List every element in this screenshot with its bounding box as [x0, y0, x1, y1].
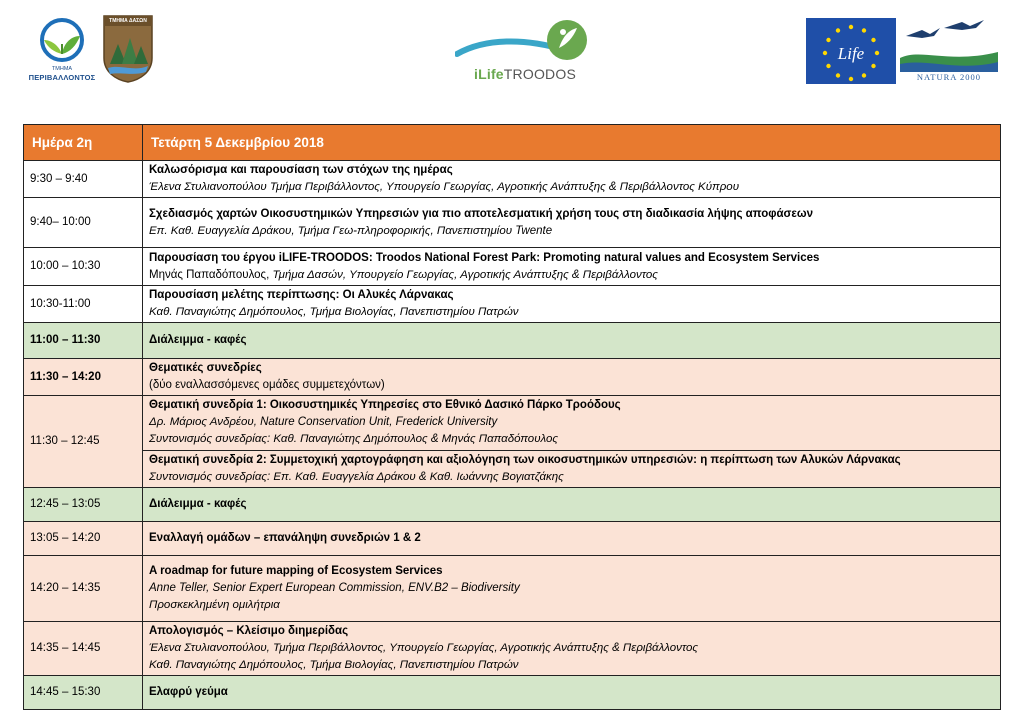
- row-time: 10:30-11:00: [24, 286, 143, 323]
- session-1: [149, 397, 994, 448]
- agenda-header-row: [24, 125, 1001, 161]
- row-time: 10:00 – 10:30: [24, 248, 143, 286]
- forest-logo-label: ΤΜΗΜΑ ΔΑΣΩΝ: [109, 18, 147, 24]
- row-content: [143, 522, 1001, 556]
- row-title: Παρουσίαση του έργου iLIFE-TROODOS: Troodos National Forest Park: Promoting natural values and Ecosystem Services: [149, 251, 820, 264]
- row-content: [143, 622, 1001, 676]
- row-speaker-name: Μηνάς Παπαδόπουλος,: [149, 268, 273, 281]
- natura-2000-logo: [900, 18, 998, 84]
- date-label: Τετάρτη 5 Δεκεμβρίου 2018: [143, 125, 1001, 161]
- svg-text:Life: Life: [837, 44, 865, 63]
- row-title: Σχεδιασμός χαρτών Οικοσυστημικών Υπηρεσιών για πιο αποτελεσματική χρήση τους στη διαδικασία λήψης αποφάσεων: [149, 207, 813, 220]
- environment-department-logo: [24, 14, 100, 86]
- session-1-chair: Συντονισμός συνεδρίας: Καθ. Παναγιώτης Δημόπουλος & Μηνάς Παπαδόπουλος: [149, 433, 559, 445]
- table-row: [24, 286, 1001, 323]
- row-speaker: Έλενα Στυλιανοπούλου, Τμήμα Περιβάλλοντος, Υπουργείο Γεωργίας, Αγροτικής Ανάπτυξης & Περιβάλλοντος: [149, 642, 699, 654]
- row-content: [143, 248, 1001, 286]
- row-time: 11:30 – 12:45: [24, 396, 143, 488]
- environment-logo-label: ΠΕΡΙΒΑΛΛΟΝΤΟΣ: [28, 73, 96, 82]
- row-title: Απολογισμός – Κλείσιμο διημερίδας: [149, 625, 349, 637]
- row-title: Καλωσόρισμα και παρουσίαση των στόχων της ημέρας: [149, 164, 453, 176]
- row-title: Ελαφρύ γεύμα: [149, 686, 228, 698]
- row-time: 14:20 – 14:35: [24, 556, 143, 622]
- row-title: Παρουσίαση μελέτης περίπτωσης: Οι Αλυκές Λάρνακας: [149, 289, 454, 301]
- table-row: [24, 488, 1001, 522]
- table-row: [24, 396, 1001, 488]
- row-title: Εναλλαγή ομάδων – επανάληψη συνεδριών 1 & 2: [149, 532, 421, 544]
- session-2: [143, 450, 1000, 486]
- row-content: [143, 556, 1001, 622]
- table-row: [24, 248, 1001, 286]
- row-content: [143, 676, 1001, 710]
- session-2-title: Θεματική συνεδρία 2: Συμμετοχική χαρτογράφηση και αξιολόγηση των οικοσυστημικών υπηρεσιών: η περίπτωση των Αλυκών Λάρνακας: [149, 454, 901, 466]
- ilife-troodos-emblem-icon: [455, 18, 595, 68]
- row-note: Προσκεκλημένη ομιλήτρια: [149, 599, 280, 611]
- session-1-speaker: Δρ. Μάριος Ανδρέου, Nature Conservation Unit, Frederick University: [149, 416, 498, 428]
- row-time: 9:40– 10:00: [24, 198, 143, 248]
- ilife-troodos-wordmark: iLifeTROODOS: [474, 66, 576, 82]
- natura-logo-label: NATURA 2000: [916, 72, 982, 82]
- row-title: A roadmap for future mapping of Ecosystem Services: [149, 565, 443, 577]
- table-row: [24, 359, 1001, 396]
- table-row: [24, 198, 1001, 248]
- environment-logo-top-text: ΤΜΗΜΑ: [51, 66, 73, 72]
- row-title: Θεματικές συνεδρίες: [149, 362, 262, 374]
- row-speaker: Έλενα Στυλιανοπούλου Τμήμα Περιβάλλοντος, Υπουργείο Γεωργίας, Αγροτικής Ανάπτυξης & Περιβάλλοντος Κύπρου: [149, 181, 740, 193]
- day-label: Ημέρα 2η: [24, 125, 143, 161]
- row-content: [143, 198, 1001, 248]
- row-time: 12:45 – 13:05: [24, 488, 143, 522]
- table-row: [24, 556, 1001, 622]
- session-1-title: Θεματική συνεδρία 1: Οικοσυστημικές Υπηρεσίες στο Εθνικό Δασικό Πάρκο Τροόδους: [149, 399, 621, 411]
- row-time: 11:00 – 11:30: [24, 323, 143, 359]
- row-speaker-line: [149, 267, 994, 284]
- row-speaker: Καθ. Παναγιώτης Δημόπουλος, Τμήμα Βιολογίας, Πανεπιστημίου Πατρών: [149, 306, 519, 318]
- table-row: [24, 676, 1001, 710]
- natura-birds-icon: [900, 18, 998, 72]
- row-speaker-2: Καθ. Παναγιώτης Δημόπουλος, Τμήμα Βιολογίας, Πανεπιστημίου Πατρών: [149, 659, 519, 671]
- table-row: [24, 161, 1001, 198]
- row-time: 14:35 – 14:45: [24, 622, 143, 676]
- row-content: [143, 488, 1001, 522]
- forest-shield-icon: [100, 14, 156, 84]
- row-time: 9:30 – 9:40: [24, 161, 143, 198]
- row-time: 13:05 – 14:20: [24, 522, 143, 556]
- table-row: [24, 622, 1001, 676]
- eu-flag-life-icon: [806, 18, 896, 84]
- row-content: [143, 161, 1001, 198]
- row-content: [143, 359, 1001, 396]
- row-time: 14:45 – 15:30: [24, 676, 143, 710]
- row-speaker: Τμήμα Δασών, Υπουργείο Γεωργίας, Αγροτικής Ανάπτυξης & Περιβάλλοντος: [272, 268, 658, 281]
- row-title: Διάλειμμα - καφές: [149, 498, 247, 510]
- eu-life-logo: [806, 18, 896, 84]
- row-speaker: Anne Teller, Senior Expert European Commission, ENV.B2 – Biodiversity: [149, 582, 520, 594]
- row-note: (δύο εναλλασσόμενες ομάδες συμμετεχόντων): [149, 379, 385, 391]
- ilife-troodos-logo: [455, 18, 595, 86]
- agenda-table: [23, 124, 1001, 710]
- session-2-chair: Συντονισμός συνεδρίας: Επ. Καθ. Ευαγγελία Δράκου & Καθ. Ιωάννης Βογιατζάκης: [149, 471, 564, 483]
- table-row: [24, 522, 1001, 556]
- row-speaker: Επ. Καθ. Ευαγγελία Δράκου, Τμήμα Γεω-πληροφορικής, Πανεπιστημίου Twente: [149, 224, 553, 237]
- row-content: [143, 286, 1001, 323]
- row-content: [143, 323, 1001, 359]
- row-time: 11:30 – 14:20: [24, 359, 143, 396]
- row-title: Διάλειμμα - καφές: [149, 334, 247, 346]
- table-row: [24, 323, 1001, 359]
- row-content: [143, 396, 1001, 488]
- forest-department-logo: [100, 14, 156, 84]
- environment-logo-icon: [24, 14, 100, 70]
